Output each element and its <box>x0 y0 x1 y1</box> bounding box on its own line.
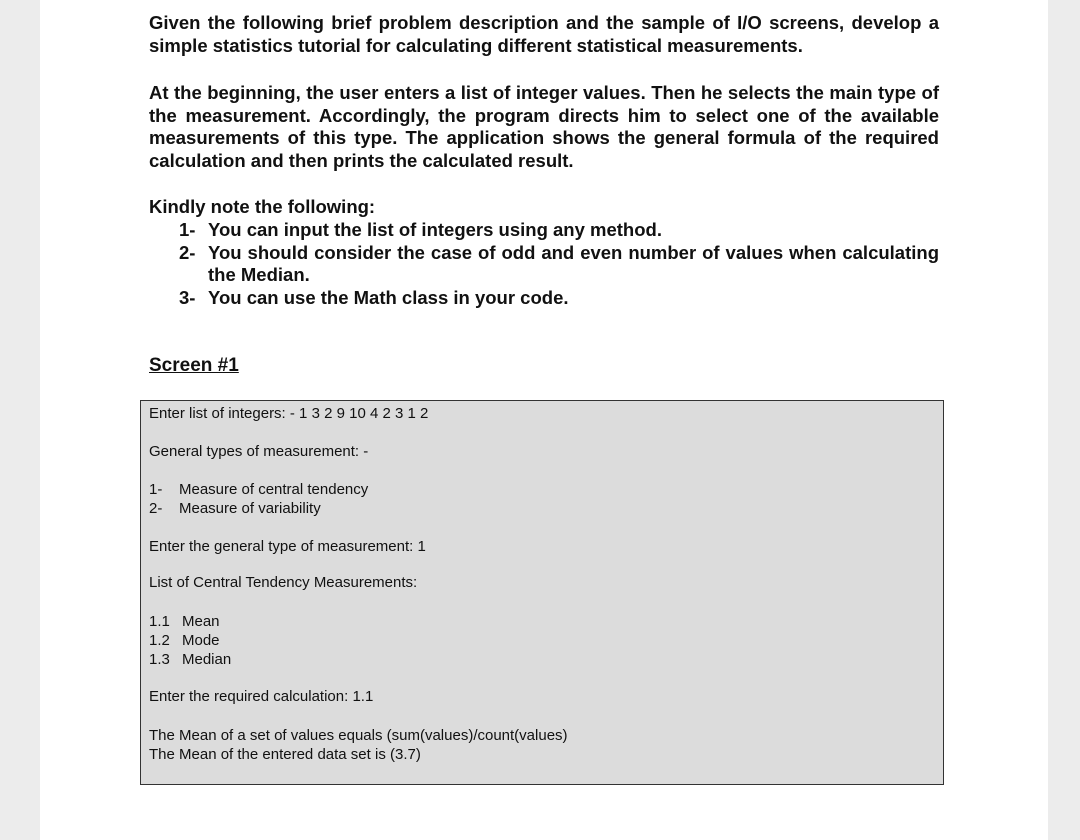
note-number: 1- <box>179 219 196 240</box>
io-enter-required-calc: Enter the required calculation: 1.1 <box>149 688 374 705</box>
list-item-number: 1- <box>149 481 163 498</box>
list-item-number: 1.1 <box>149 613 170 630</box>
problem-description-paragraph: At the beginning, the user enters a list of integer values. Then he selects the main type of the measurement. Accordingly, the program directs him to select one of the available measurements of this type. The application shows the general formula of the required calculation and then prints the calculated result. <box>149 82 939 171</box>
note-item <box>179 287 939 310</box>
io-screen-box <box>140 400 944 785</box>
list-item-label: Measure of central tendency <box>179 481 369 498</box>
list-item-label: Measure of variability <box>179 500 321 517</box>
note-text: You can input the list of integers using any method. <box>208 219 662 240</box>
note-text: You can use the Math class in your code. <box>208 286 569 308</box>
problem-intro-paragraph: Given the following brief problem description and the sample of I/O screens, develop a simple statistics tutorial for calculating different statistical measurements. <box>149 12 939 56</box>
io-central-list-heading: List of Central Tendency Measurements: <box>149 574 418 591</box>
list-item-label: Median <box>182 651 232 668</box>
note-item <box>179 242 939 287</box>
note-number: 2- <box>179 241 196 263</box>
note-text: You should consider the case of odd and even number of values when calculating the Median. <box>208 241 939 286</box>
io-enter-list: Enter list of integers: - 1 3 2 9 10 4 2 3 1 2 <box>149 405 429 422</box>
list-item <box>149 480 368 499</box>
list-item <box>149 612 231 631</box>
screen-title: Screen #1 <box>149 355 239 376</box>
list-item-label: Mean <box>182 613 220 630</box>
io-general-types-heading: General types of measurement: - <box>149 443 369 460</box>
io-mean-formula: The Mean of a set of values equals (sum(values)/count(values) <box>149 727 568 744</box>
io-mean-result: The Mean of the entered data set is (3.7) <box>149 746 421 763</box>
io-central-list <box>149 612 231 669</box>
document-page <box>40 0 1048 840</box>
io-enter-general-type: Enter the general type of measurement: 1 <box>149 538 426 555</box>
notes-heading: Kindly note the following: <box>149 196 376 217</box>
note-item <box>179 219 939 242</box>
list-item-label: Mode <box>182 632 220 649</box>
note-number: 3- <box>179 286 196 308</box>
list-item <box>149 650 231 669</box>
io-general-types-list <box>149 480 368 518</box>
list-item-number: 2- <box>149 500 163 517</box>
notes-list <box>179 219 939 309</box>
list-item <box>149 499 368 518</box>
list-item-number: 1.2 <box>149 632 170 649</box>
list-item <box>149 631 231 650</box>
list-item-number: 1.3 <box>149 651 170 668</box>
